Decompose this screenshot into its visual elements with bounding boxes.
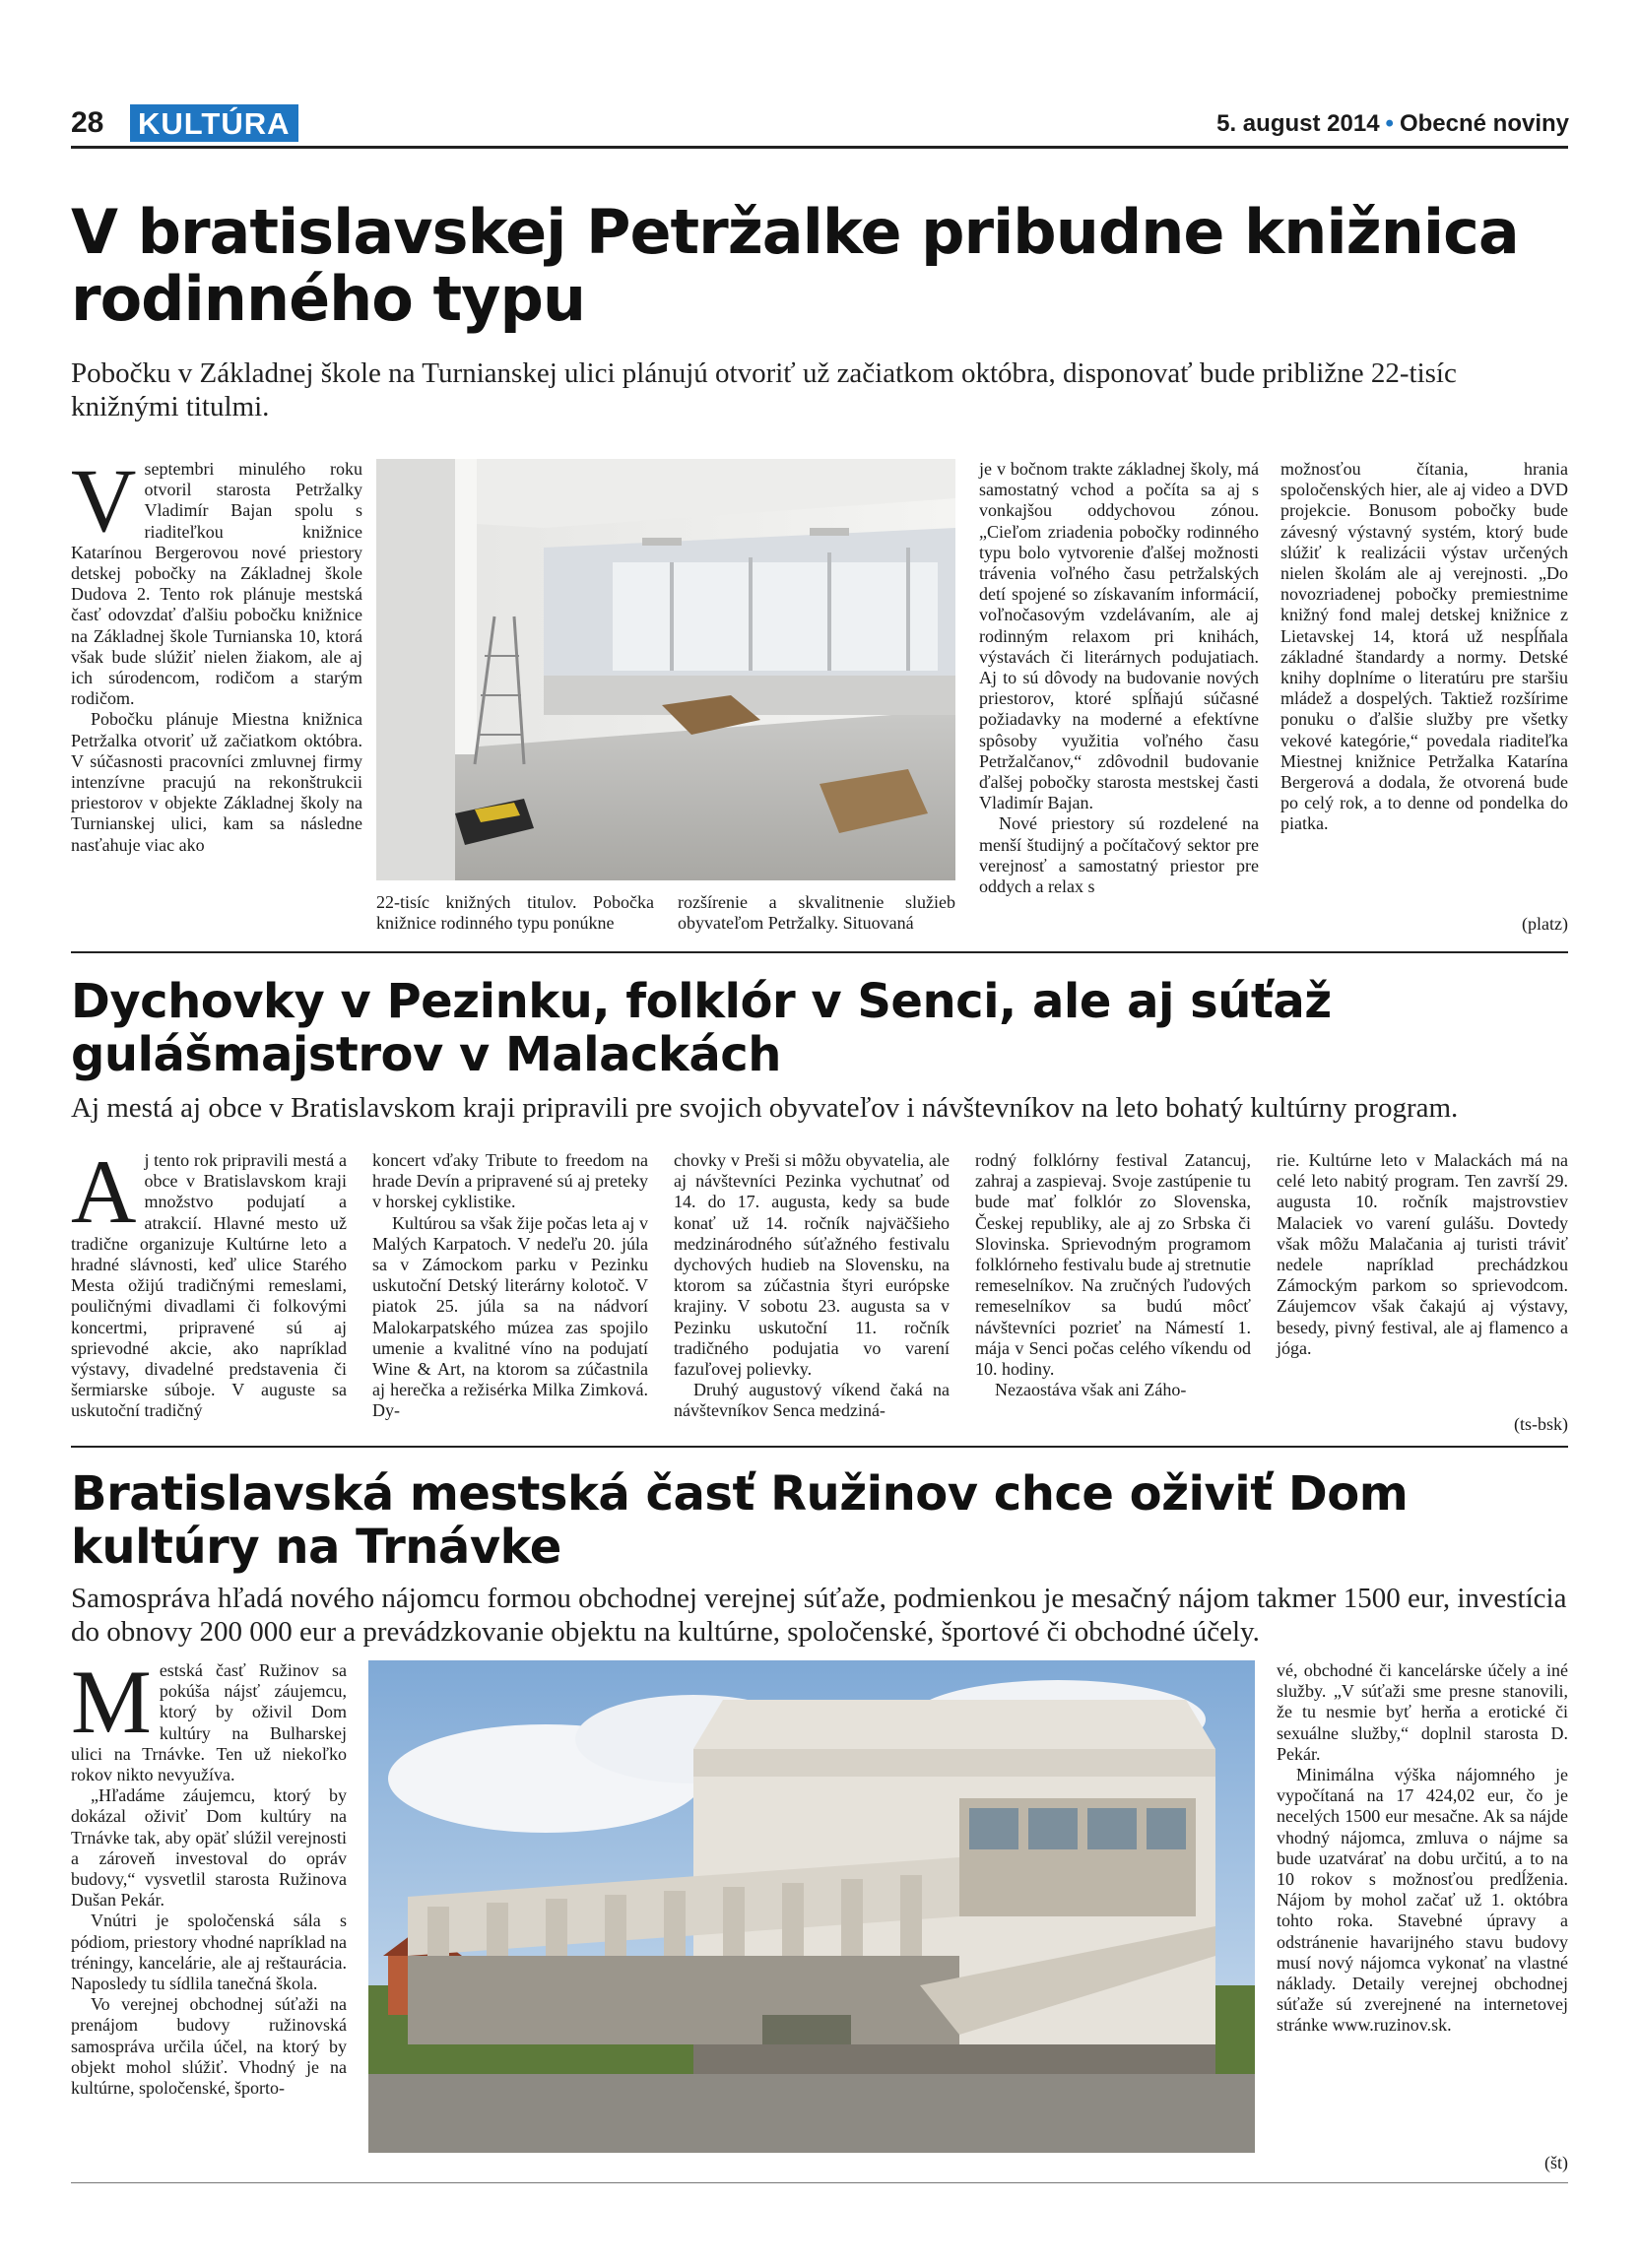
article3-paragraph: Vo verejnej obchodnej súťaži na prenájom budovy ružinovská samospráva určila účel, na ktorý by objekt mohol slúžiť. Vhodný je na kultúrne, spoločenské, športo-: [71, 1994, 347, 2099]
article1-byline: (platz): [1522, 914, 1568, 934]
library-room-photo: [376, 459, 955, 880]
article1-col1: [71, 450, 362, 856]
article3-paragraph: estská časť Ružinov sa pokúša nájsť záujemcu, ktorý by oživil Dom kultúry na Bulharskej ulici na Trnávke. Ten už niekoľko rokov nikto nevyužíva.: [71, 1660, 347, 1785]
article2-paragraph: rodný folklórny festival Zatancuj, zahraj a zaspievaj. Svoje zastúpenie tu bude mať folklór zo Slovenska, Českej republiky, ale aj zo Srbska či Slovinska. Sprievodným programom folklórneho festivalu bude aj stretnutie remeselníkov. Na zručných ľudových remeselníkov sa budú môcť návštevníci pozrieť na Námestí 1. mája v Senci počas celého víkendu od 10. hodiny.: [975, 1150, 1251, 1380]
section-label: KULTÚRA: [130, 104, 298, 142]
issue-date: 5. august 2014: [1216, 110, 1380, 137]
article1-dropcap: V: [71, 450, 137, 551]
header-separator: •: [1385, 110, 1394, 137]
header-rule: [71, 146, 1568, 149]
article2-paragraph: rie. Kultúrne leto v Malackách má na celé leto nabitý program. Ten završí 29. augusta 10. ročník majstrovstiev Malaciek vo varení gulášu. Dovtedy však môžu Malačania aj turisti tráviť nedele napríklad prechádzkou Zámockým parkom so sprievodcom. Záujemcov však čakajú aj výstavy, besedy, pivný festival, ale aj flamenco a jóga.: [1277, 1150, 1568, 1358]
article3-dropcap: M: [71, 1652, 152, 1752]
article1-paragraph: Pobočku plánuje Miestna knižnica Petržalka otvoriť už začiatkom októbra. V súčasnosti pracovníci zmluvnej firmy intenzívne pracujú na rekonštrukcii priestorov v objekte Základnej školy na Turnianskej ulici, kam sa následne nasťahuje viac ako: [71, 709, 362, 855]
article1-paragraph: je v bočnom trakte základnej školy, má samostatný vchod a počíta sa aj s vonkajšou oddychovou zónou. „Cieľom zriadenia pobočky rodinného typu bolo vytvorenie ďalšej možnosti trávenia voľného času petržalských detí spojené so získavaním informácií, voľnočasovým vzdelávaním, ale aj rodinným relaxom pri knihách, výstavách či literárnych podujatiach. Aj to sú dôvody na budovanie nových priestorov, ktoré spĺňajú súčasné požiadavky na moderné a efektívne spôsoby využitia voľného času Petržalčanov,“ zdôvodnil budovanie ďalšej pobočky starosta mestskej časti Vladimír Bajan.: [979, 459, 1259, 813]
article3-paragraph: vé, obchodné či kancelárske účely a iné služby. „V súťaži sme presne stanovili, že tu nesmie byť herňa a erotické či sexuálne služby,“ doplnil starosta D. Pekár.: [1277, 1660, 1568, 1764]
article2-col3: [674, 1150, 950, 1422]
article-divider: [71, 1446, 1568, 1448]
article1-caption-right: rozšírenie a skvalitnenie služieb obyvateľom Petržalky. Situovaná: [678, 892, 955, 934]
article2-paragraph: j tento rok pripravili mestá a obce v Bratislavskom kraji množstvo podujatí a atrakcií. Hlavné mesto už tradične organizuje Kultúrne leto a hradné slávnosti, keď ulice Starého Mesta ožijú tradičnými remeslami, pouličnými divadlami či folkovými koncertmi, pripravené sú aj sprievodné akcie, ako napríklad výstavy, divadelné predstavenia či šermiarske súboje. V auguste sa uskutoční tradičný: [71, 1150, 347, 1421]
article3-col1: [71, 1652, 347, 2099]
header-right: [1216, 110, 1569, 138]
house-of-culture-photo: [368, 1660, 1255, 2153]
publication-name: Obecné noviny: [1399, 110, 1569, 137]
article3-paragraph: Minimálna výška nájomného je vypočítaná na 17 424,02 eur, čo je necelých 1500 eur mesačne. Ak sa nájde vhodný nájomca, zmluva o nájme sa bude uzatvárať na dobu určitú, a to na 10 rokov s možnosťou predĺženia. Nájom by mohol začať už 1. októbra tohto roka. Stavebné úpravy a odstránenie havarijného stavu budovy musí nový nájomca vykonať na vlastné náklady. Detaily verejnej obchodnej súťaže sú zverejnené na internetovej stránke www.ruzinov.sk.: [1277, 1765, 1568, 2036]
article2-col1: [71, 1141, 347, 1422]
article2-paragraph: Nezaostáva však ani Záho-: [995, 1380, 1187, 1400]
footer-rule: [71, 2182, 1568, 2183]
article1-paragraph: Nové priestory sú rozdelené na menší študijný a počítačový sektor pre verejnosť a samostatný priestor pre oddych a relax s: [979, 813, 1259, 897]
article2-lead: Aj mestá aj obce v Bratislavskom kraji pripravili pre svojich obyvateľov i návštevníkov na leto bohatý kultúrny program.: [71, 1092, 1459, 1124]
article1-col4: [1280, 459, 1568, 835]
article3-lead: Samospráva hľadá nového nájomcu formou obchodnej verejnej súťaže, podmienkou je mesačný nájom takmer 1500 eur, investícia do obnovy 200 000 eur a prevádzkovanie objektu na kultúrne, spoločenské, športové či obchodné účely.: [71, 1583, 1567, 1648]
article3-col2: [1277, 1660, 1568, 2037]
article1-col3: [979, 459, 1259, 897]
article3-paragraph: „Hľadáme záujemcu, ktorý by dokázal oživiť Dom kultúry na Trnávke tak, aby opäť slúžil verejnosti a zároveň investoval do opráv budovy,“ vysvetlil starosta Ružinova Dušan Pekár.: [71, 1785, 347, 1911]
article3-paragraph: Vnútri je spoločenská sála s pódiom, priestory vhodné napríklad na tréningy, kancelárie, ale aj reštaurácia. Naposledy tu sídlila tanečná škola.: [71, 1911, 347, 1994]
article2-title: Dychovky v Pezinku, folklór v Senci, ale aj súťaž gulášmajstrov v Malackách: [71, 974, 1332, 1082]
article2-paragraph: chovky v Preši si môžu obyvatelia, ale aj návštevníci Pezinka vychutnať od 14. do 17. augusta, kedy sa bude konať už 14. ročník najväčšieho medzinárodného súťažného festivalu dychových hudieb na Slovensku, na ktorom sa zúčastnia štyri európske krajiny. V sobotu 23. augusta sa v Pezinku uskutoční 11. ročník tradičného podujatia vo varení fazuľovej polievky.: [674, 1150, 950, 1380]
article1-paragraph: možnosťou čítania, hrania spoločenských hier, ale aj video a DVD projekcie. Bonusom pobočky bude závesný výstavný systém, ktorý bude slúžiť k realizácii výstav určených nielen školám ale aj verejnosti. „Do novozriadenej pobočky premiestnime knižný fond malej detskej knižnice z Lietavskej 14, ktorá už nespĺňala základné štandardy a normy. Detské knihy doplníme o literatúru pre staršiu mládež a dospelých. Taktiež rozšírime ponuku o ďalšie služby pre všetky vekové kategórie,“ povedala riaditeľka Miestnej knižnice Petržalka Katarína Bergerová a dodala, že otvorená bude po celý rok, a to denne od pondelka do piatka.: [1280, 459, 1568, 834]
article1-lead: Pobočku v Základnej škole na Turnianskej ulici plánujú otvoriť už začiatkom októbra, disponovať bude približne 22-tisíc knižnými titulmi.: [71, 357, 1457, 422]
article1-paragraph: septembri minulého roku otvoril starosta Petržalky Vladimír Bajan spolu s riaditeľkou knižnice Katarínou Bergerovou nové priestory detskej pobočky na Základnej škole Dudova 2. Tento rok plánuje mestská časť odovzdať ďalšiu pobočku knižnice na Základnej škole Turnianska 10, ktorá však bude slúžiť nielen žiakom, ale aj ich súrodencom, rodičom a starým rodičom.: [71, 459, 362, 709]
article1-caption-left: 22-tisíc knižných titulov. Pobočka knižnice rodinného typu ponúkne: [376, 892, 654, 934]
article2-paragraph: Kultúrou sa však žije počas leta aj v Malých Karpatoch. V nedeľu 20. júla sa v Zámockom parku v Pezinku uskutoční Detský literárny kolotoč. V piatok 25. júla sa na nádvorí Malokarpatského múzea zas spojilo umenie a kvalitné víno na podujatí Wine & Art, na ktorom sa zúčastnila aj herečka a režisérka Milka Zimková. Dy-: [372, 1212, 648, 1421]
article2-col2: [372, 1150, 648, 1422]
article1-title: V bratislavskej Petržalke pribudne knižnica rodinného typu: [71, 196, 1519, 335]
page-number: 28: [71, 106, 104, 139]
article2-col5: [1277, 1150, 1568, 1359]
article2-paragraph: Druhý augustový víkend čaká na návštevníkov Senca medziná-: [674, 1380, 950, 1421]
article2-byline: (ts-bsk): [1514, 1414, 1568, 1434]
article2-paragraph: koncert vďaky Tribute to freedom na hrade Devín a pripravené sú aj preteky v horskej cyklistike.: [372, 1150, 648, 1212]
article3-byline: (št): [1544, 2153, 1568, 2172]
article-divider: [71, 951, 1568, 953]
article2-col4: [975, 1150, 1251, 1400]
article3-title: Bratislavská mestská časť Ružinov chce oživiť Dom kultúry na Trnávke: [71, 1466, 1409, 1575]
article2-dropcap: A: [71, 1141, 137, 1242]
